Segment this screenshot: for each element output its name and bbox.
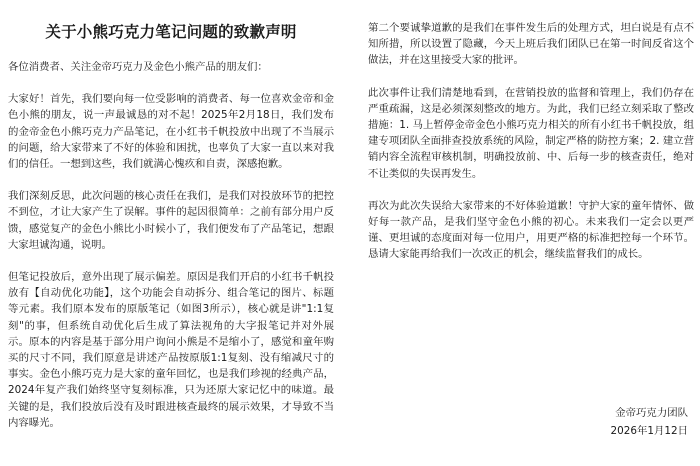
signature-block bbox=[611, 404, 688, 440]
signature-team: 金帝巧克力团队 bbox=[615, 407, 688, 419]
right-paragraph-1: 第二个要诚挚道歉的是我们在事件发生后的处理方式，坦白说是有点不知所措，所以设置了隐藏，今天上班后我们团队已在第一时间反省这个做法，并在这里接受大家的批评。 bbox=[368, 22, 694, 67]
left-paragraph-2: 我们深刻反思，此次问题的核心责任在我们，是我们对投放环节的把控不到位，才让大家产生了误解。事件的起因很简单：之前有部分用户反馈，感觉复产的金色小熊比小时候小了，我们便发布了产品笔记，想跟大家坦诚沟通，说明。 bbox=[8, 190, 334, 251]
left-paragraph-1: 大家好！首先，我们要向每一位受影响的消费者、每一位喜欢金帝和金色小熊的朋友，说一声最诚恳的对不起！2025年2月18日，我们发布的金帝金色小熊巧克力产品笔记，在小红书千帆投放中出现了不当展示的问题，给大家带来了不好的体验和困扰，也辜负了大家一直以来对我们的信任。一想到这些，我们就满心愧疚和自责，深感抱歉。 bbox=[8, 93, 334, 171]
statement-title: 关于小熊巧克力笔记问题的致歉声明 bbox=[45, 23, 297, 41]
right-paragraph-3: 再次为此次失误给大家带来的不好体验道歉！守护大家的童年情怀、做好每一款产品，是我们坚守金色小熊的初心。未来我们一定会以更严谨、更坦诚的态度面对每一位用户，用更严格的标准把控每一个环节。恳请大家能再给我们一次改正的机会，继续监督我们的成长。 bbox=[368, 199, 694, 261]
left-paragraph-3: 但笔记投放后，意外出现了展示偏差。原因是我们开启的小红书千帆投放有【自动优化功能】，这个功能会自动拆分、组合笔记的图片、标题等元素。我们原本发布的原版笔记（如图3所示），核心就是讲"1:1复刻"的事，但系统自动优化后生成了算法视角的大字报笔记并对外展示。原本的内容是基于部分用户询问小熊是不是缩小了，感觉和童年购买的尺寸不同，我们原意是讲述产品按原版1:1复刻、没有缩减尺寸的事实。金色小熊巧克力是大家的童年回忆，也是我们珍视的经典产品，2024年复产我们始终坚守复刻标准，只为还原大家记忆中的味道。最关键的是，我们投放后没有及时跟进核查最终的展示效果，才导致不当内容曝光。 bbox=[8, 271, 334, 429]
left-column bbox=[8, 0, 334, 431]
right-paragraph-2: 此次事件让我们清楚地看到，在营销投放的监督和管理上，我们仍存在严重疏漏，这是必须深刻整改的地方。为此，我们已经立刻采取了整改措施：1. 马上暂停金帝金色小熊巧克力相关的所有小红书千帆投放，组建专项团队全面排查投放系统的风险，制定严格的防控方案；2. 建立营销内容全流程审核机制，明确投放前、中、后每一步的核查责任，绝对不让类似的失误再发生。 bbox=[368, 86, 694, 180]
greeting-line: 各位消费者、关注金帝巧克力及金色小熊产品的朋友们： bbox=[8, 61, 268, 73]
right-column bbox=[368, 0, 694, 263]
signature-date: 2026年1月12日 bbox=[610, 425, 688, 437]
